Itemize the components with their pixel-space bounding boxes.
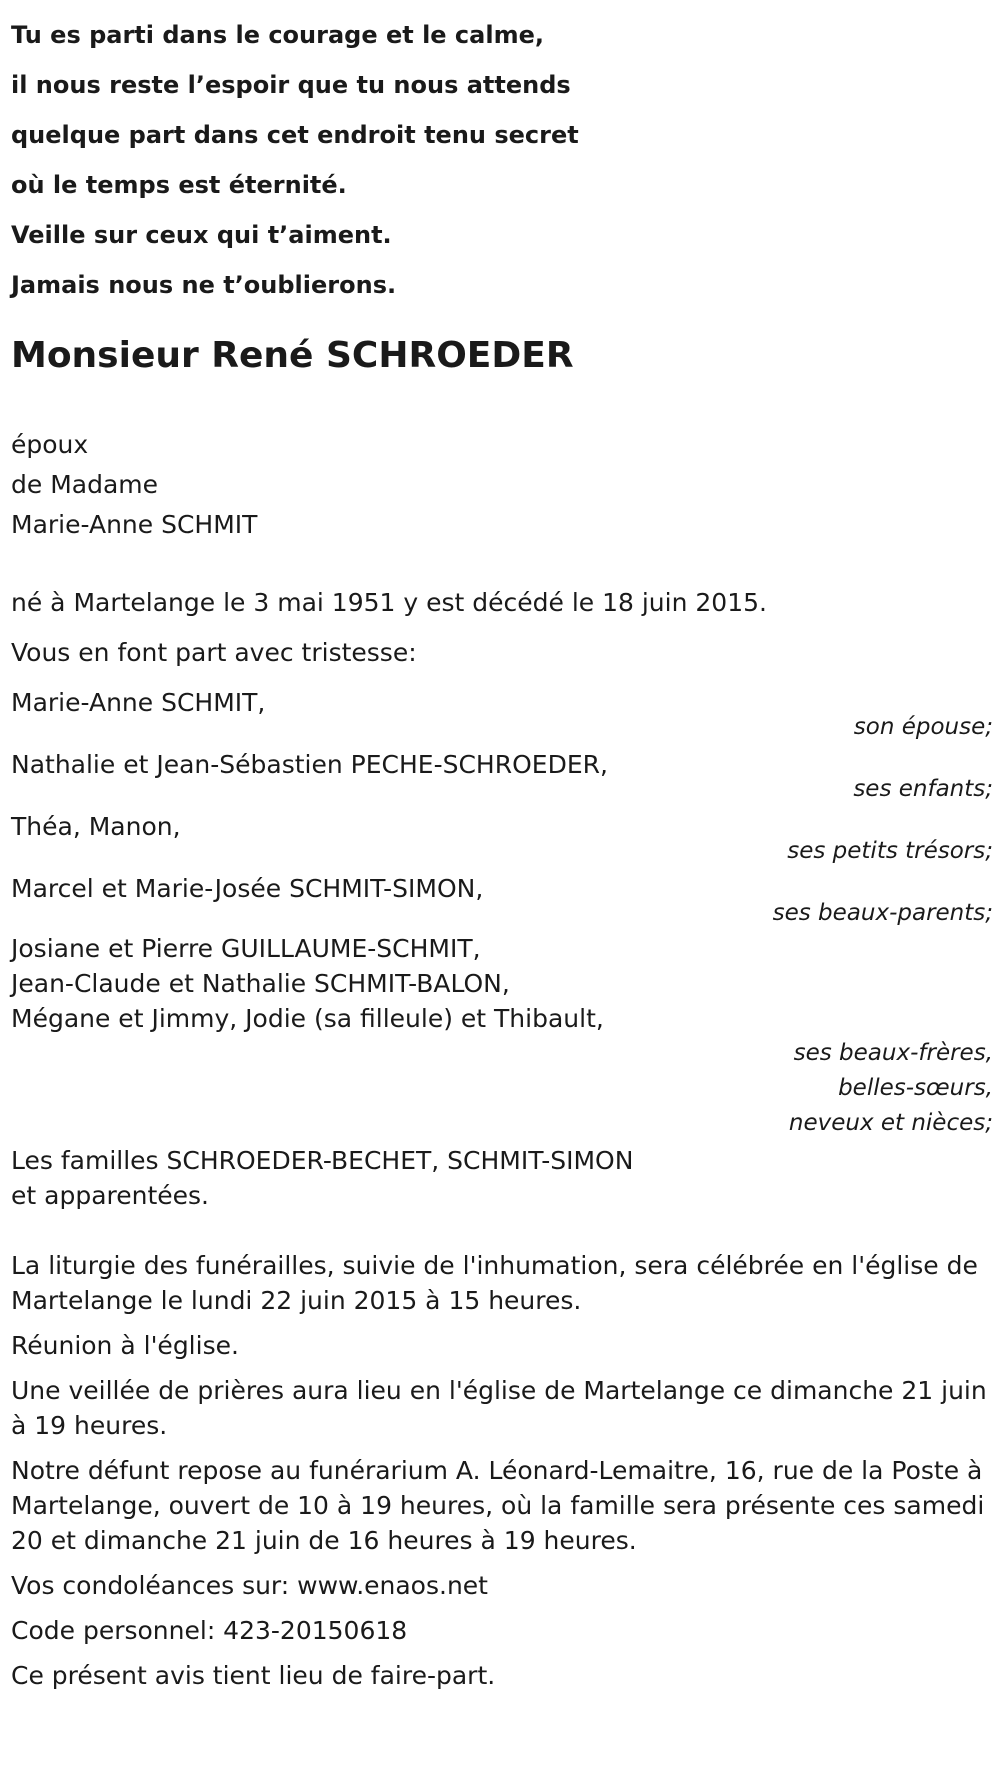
family-name: Marie-Anne SCHMIT, bbox=[11, 688, 266, 717]
poem-line: il nous reste l’espoir que tu nous attends bbox=[11, 71, 571, 99]
family-name: Jean-Claude et Nathalie SCHMIT-BALON, bbox=[11, 969, 510, 998]
family-role: ses enfants; bbox=[853, 776, 993, 802]
spouse-line: Marie-Anne SCHMIT bbox=[11, 510, 258, 539]
family-role: son épouse; bbox=[853, 714, 993, 740]
poem-line: où le temps est éternité. bbox=[11, 171, 347, 199]
families-line: Les familles SCHROEDER-BECHET, SCHMIT-SIMON bbox=[11, 1146, 634, 1175]
family-role: neveux et nièces; bbox=[788, 1110, 993, 1136]
spouse-line: de Madame bbox=[11, 470, 159, 499]
family-group bbox=[11, 807, 993, 871]
family-group bbox=[11, 745, 993, 809]
notice-line: Ce présent avis tient lieu de faire-part. bbox=[11, 1661, 496, 1690]
family-role: ses beaux-frères, bbox=[793, 1040, 993, 1066]
announcement-line: Vous en font part avec tristesse: bbox=[11, 638, 417, 667]
liturgy-paragraph: La liturgie des funérailles, suivie de l'inhumation, sera célébrée en l'église de Martelange le lundi 22 juin 2015 à 15 heures. bbox=[11, 1251, 978, 1315]
families-line: et apparentées. bbox=[11, 1181, 209, 1210]
poem-line: Tu es parti dans le courage et le calme, bbox=[11, 21, 544, 49]
family-group bbox=[11, 869, 993, 933]
personal-code-line: Code personnel: 423-20150618 bbox=[11, 1616, 408, 1645]
birth-death-line: né à Martelange le 3 mai 1951 y est décédé le 18 juin 2015. bbox=[11, 588, 767, 617]
reunion-line: Réunion à l'église. bbox=[11, 1331, 239, 1360]
family-group bbox=[11, 683, 993, 747]
poem bbox=[11, 0, 993, 310]
vigil-paragraph: Une veillée de prières aura lieu en l'église de Martelange ce dimanche 21 juin à 19 heures. bbox=[11, 1376, 987, 1440]
families-block bbox=[11, 1143, 993, 1213]
family-name: Josiane et Pierre GUILLAUME-SCHMIT, bbox=[11, 934, 481, 963]
deceased-name: Monsieur René SCHROEDER bbox=[11, 335, 574, 376]
family-name: Nathalie et Jean-Sébastien PECHE-SCHROEDER, bbox=[11, 750, 608, 779]
family-role: belles-sœurs, bbox=[838, 1075, 993, 1101]
family-name: Mégane et Jimmy, Jodie (sa filleule) et Thibault, bbox=[11, 1004, 604, 1033]
spouse-block bbox=[11, 425, 993, 545]
poem-line: Veille sur ceux qui t’aiment. bbox=[11, 221, 392, 249]
family-name: Théa, Manon, bbox=[11, 812, 181, 841]
spouse-line: époux bbox=[11, 430, 89, 459]
obituary-notice bbox=[11, 0, 993, 1693]
family-role: ses petits trésors; bbox=[787, 838, 993, 864]
poem-line: quelque part dans cet endroit tenu secret bbox=[11, 121, 579, 149]
family-role: ses beaux-parents; bbox=[772, 900, 993, 926]
condolences-line: Vos condoléances sur: www.enaos.net bbox=[11, 1571, 488, 1600]
family-name: Marcel et Marie-Josée SCHMIT-SIMON, bbox=[11, 874, 484, 903]
funerarium-paragraph: Notre défunt repose au funérarium A. Léonard-Lemaitre, 16, rue de la Poste à Martelange, ouvert de 10 à 19 heures, où la famille sera présente ces samedi 20 et dimanche 21 juin de 16 heures à 19 heures. bbox=[11, 1456, 985, 1555]
poem-line: Jamais nous ne t’oublierons. bbox=[11, 271, 397, 299]
family-group bbox=[11, 931, 993, 1141]
